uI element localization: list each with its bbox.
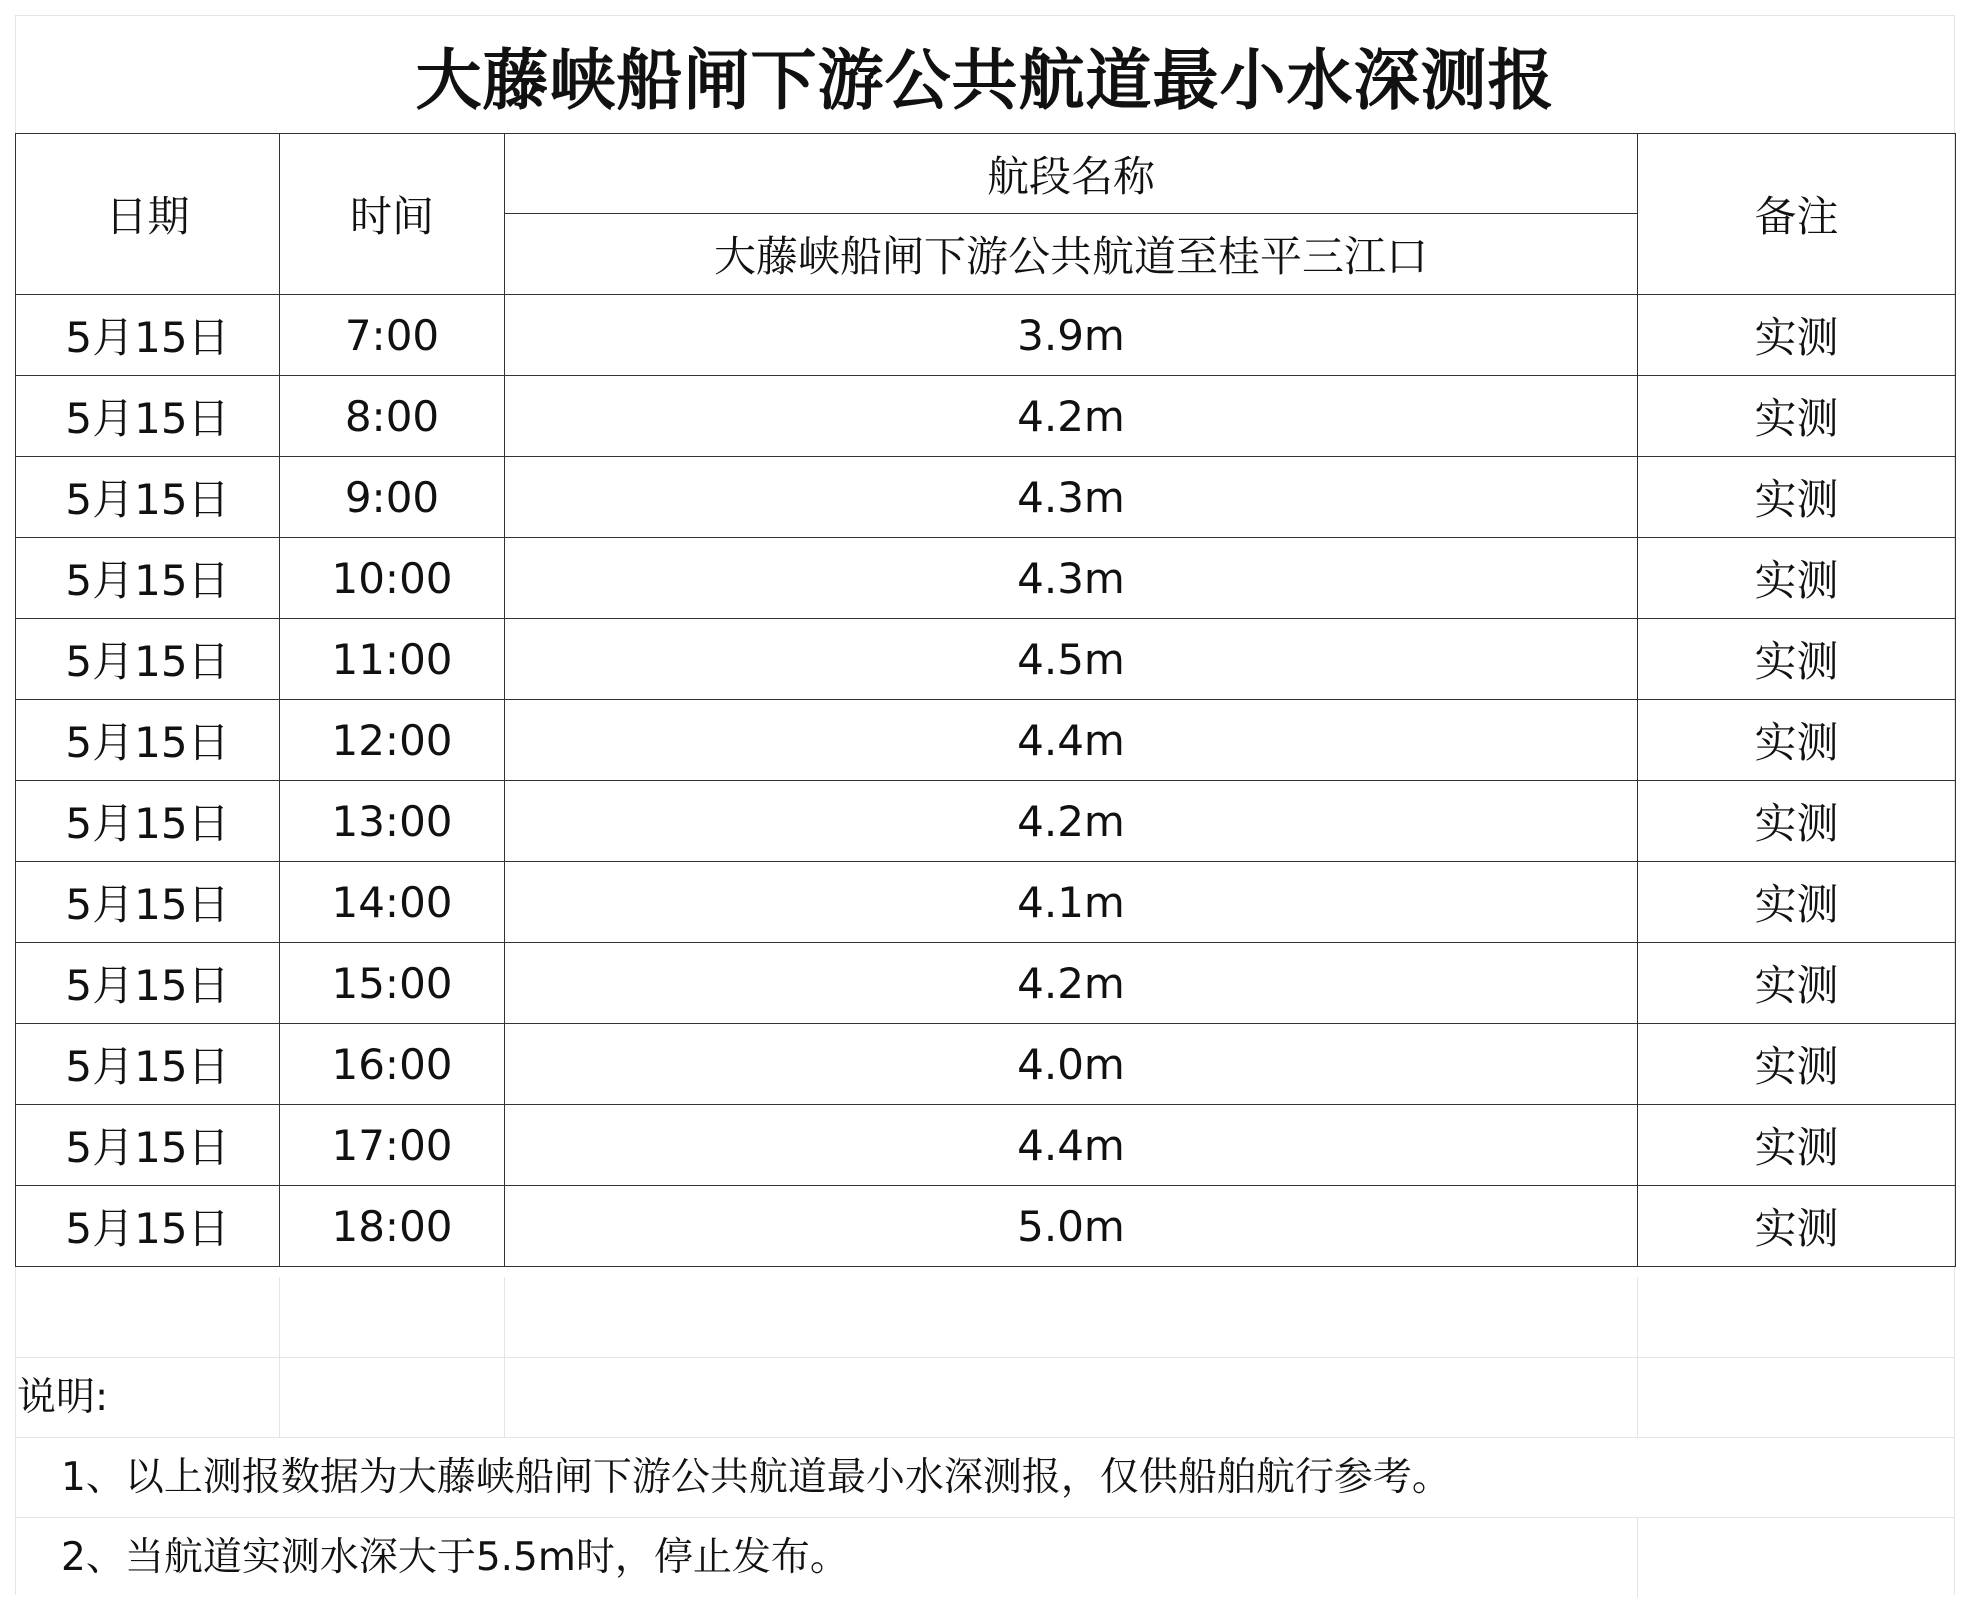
cell-time: 16:00	[280, 1024, 505, 1105]
cell-depth: 4.2m	[505, 943, 1638, 1024]
header-row	[16, 134, 1956, 214]
cell-time: 15:00	[280, 943, 505, 1024]
header-section-label: 航段名称	[505, 134, 1638, 214]
note-item: 2、当航道实测水深大于5.5m时，停止发布。	[61, 1535, 849, 1580]
cell-time: 10:00	[280, 538, 505, 619]
grid-row-line-1	[15, 1357, 1955, 1358]
table-row	[16, 943, 1956, 1024]
cell-depth: 3.9m	[505, 295, 1638, 376]
cell-depth: 4.2m	[505, 781, 1638, 862]
cell-time: 7:00	[280, 295, 505, 376]
cell-remark: 实测	[1638, 1105, 1956, 1186]
cell-remark: 实测	[1638, 376, 1956, 457]
note-item: 1、以上测报数据为大藤峡船闸下游公共航道最小水深测报，仅供船舶航行参考。	[61, 1455, 1451, 1500]
cell-date: 5月15日	[16, 700, 280, 781]
table-row	[16, 538, 1956, 619]
cell-time: 11:00	[280, 619, 505, 700]
cell-remark: 实测	[1638, 1186, 1956, 1267]
cell-remark: 实测	[1638, 619, 1956, 700]
cell-remark: 实测	[1638, 700, 1956, 781]
table-row	[16, 862, 1956, 943]
cell-date: 5月15日	[16, 619, 280, 700]
table-row	[16, 1186, 1956, 1267]
cell-remark: 实测	[1638, 943, 1956, 1024]
table-row	[16, 457, 1956, 538]
table-row	[16, 1105, 1956, 1186]
cell-time: 14:00	[280, 862, 505, 943]
cell-time: 18:00	[280, 1186, 505, 1267]
cell-date: 5月15日	[16, 1105, 280, 1186]
table-row	[16, 1024, 1956, 1105]
cell-date: 5月15日	[16, 1024, 280, 1105]
cell-depth: 4.3m	[505, 538, 1638, 619]
depth-table	[15, 133, 1956, 1267]
grid-col-line-4	[1637, 1518, 1638, 1598]
table-row	[16, 781, 1956, 862]
table-row	[16, 700, 1956, 781]
cell-remark: 实测	[1638, 457, 1956, 538]
cell-remark: 实测	[1638, 538, 1956, 619]
header-remark: 备注	[1638, 134, 1956, 295]
cell-time: 8:00	[280, 376, 505, 457]
cell-date: 5月15日	[16, 943, 280, 1024]
cell-depth: 4.1m	[505, 862, 1638, 943]
table-row	[16, 376, 1956, 457]
header-time: 时间	[280, 134, 505, 295]
report-title: 大藤峡船闸下游公共航道最小水深测报	[415, 41, 1555, 119]
table-row	[16, 619, 1956, 700]
cell-depth: 4.0m	[505, 1024, 1638, 1105]
cell-date: 5月15日	[16, 376, 280, 457]
cell-date: 5月15日	[16, 862, 280, 943]
cell-time: 17:00	[280, 1105, 505, 1186]
cell-remark: 实测	[1638, 295, 1956, 376]
cell-date: 5月15日	[16, 781, 280, 862]
cell-depth: 4.5m	[505, 619, 1638, 700]
header-section-name: 大藤峡船闸下游公共航道至桂平三江口	[505, 214, 1638, 295]
cell-depth: 4.4m	[505, 1105, 1638, 1186]
cell-time: 13:00	[280, 781, 505, 862]
cell-depth: 4.2m	[505, 376, 1638, 457]
cell-time: 9:00	[280, 457, 505, 538]
cell-date: 5月15日	[16, 295, 280, 376]
cell-date: 5月15日	[16, 457, 280, 538]
cell-depth: 5.0m	[505, 1186, 1638, 1267]
table-row	[16, 295, 1956, 376]
cell-time: 12:00	[280, 700, 505, 781]
cell-date: 5月15日	[16, 1186, 280, 1267]
header-date: 日期	[16, 134, 280, 295]
cell-remark: 实测	[1638, 1024, 1956, 1105]
cell-date: 5月15日	[16, 538, 280, 619]
cell-remark: 实测	[1638, 862, 1956, 943]
notes-heading: 说明:	[17, 1375, 109, 1420]
cell-remark: 实测	[1638, 781, 1956, 862]
cell-depth: 4.4m	[505, 700, 1638, 781]
cell-depth: 4.3m	[505, 457, 1638, 538]
